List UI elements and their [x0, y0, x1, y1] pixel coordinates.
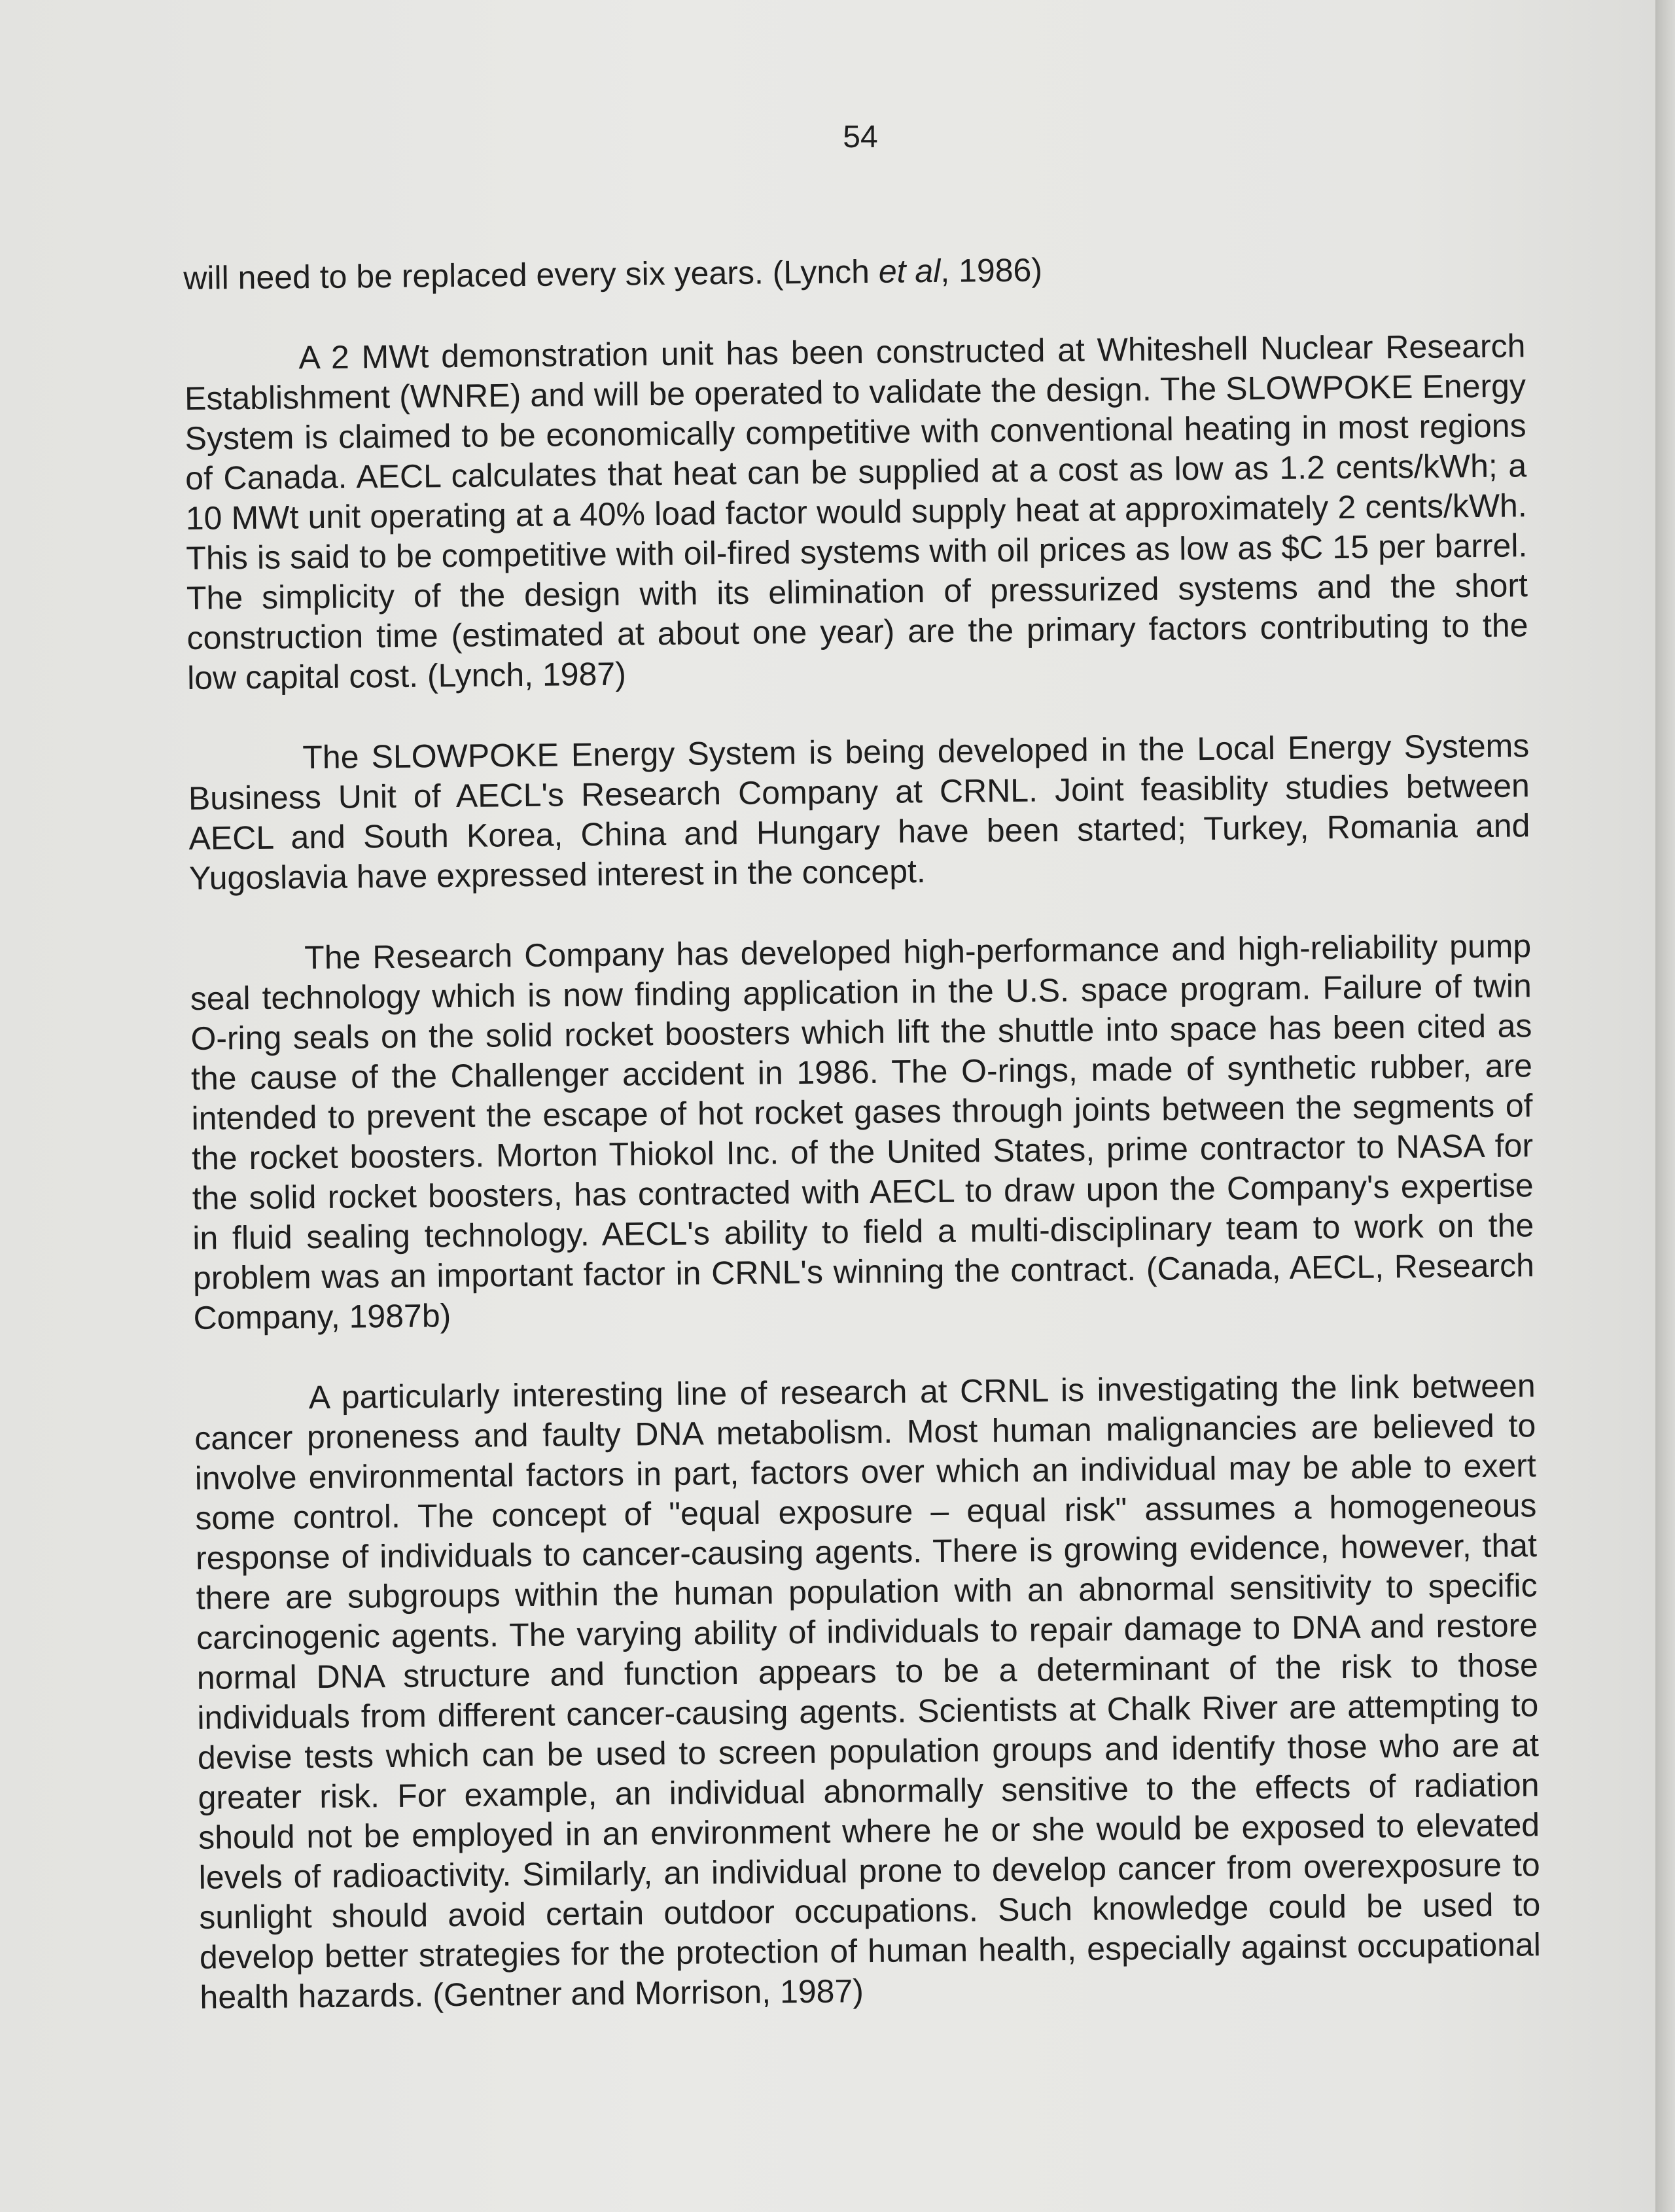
- paragraph-cancer-research: A particularly interesting line of research at CRNL is investigating the link between cancer proneness and faulty DNA metabolism. Most human malignancies are believed to involve environmental factors in part, factors over which an individual may be able to exert some control. The concept of "equal exposure – equal risk" assumes a homogeneous response of individuals to cancer-causing agents. There is growing evidence, however, that there are subgroups within the human population with an abnormal sensitivity to specific carcinogenic agents. The varying ability of individuals to repair damage to DNA and restore normal DNA structure and function appears to be a determinant of the risk to those individuals from different cancer-causing agents. Scientists at Chalk River are attempting to devise tests which can be used to screen population groups and identify those who are at greater risk. For example, an individual abnormally sensitive to the effects of radiation should not be employed in an environment where he or she would be exposed to elevated levels of radioactivity. Similarly, an individual prone to develop cancer from overexposure to sunlight should avoid certain outdoor occupations. Such knowledge could be used to develop better strategies for the protection of human health, especially against occupational health hazards. (Gentner and Morrison, 1987): [194, 1367, 1542, 2016]
- page-edge-shadow: [1655, 0, 1675, 2212]
- paragraph-demonstration-unit: A 2 MWt demonstration unit has been constructed at Whiteshell Nuclear Research Establishment (WNRE) and will be operated to validate the design. The SLOWPOKE Energy System is claimed to be economically competitive with conventional heating in most regions of Canada. AECL calculates that heat can be supplied at a cost as low as 1.2 cents/kWh; a 10 MWt unit operating at a 40% load factor would supply heat at approximately 2 cents/kWh. This is said to be competitive with oil-fired systems with oil prices as low as $C 15 per barrel. The simplicity of the design with its elimination of pressurized systems and the short construction time (estimated at about one year) are the primary factors contributing to the low capital cost. (Lynch, 1987): [184, 327, 1528, 696]
- paragraph-pump-seal-technology: The Research Company has developed high-performance and high-reliability pump seal technology which is now finding application in the U.S. space program. Failure of twin O-ring seals on the solid rocket boosters which lift the shuttle into space has been cited as the cause of the Challenger accident in 1986. The O-rings, made of synthetic rubber, are intended to prevent the escape of hot rocket gases through joints between the segments of the rocket boosters. Morton Thiokol Inc. of the United States, prime contractor to NASA for the solid rocket boosters, has contracted with AECL to draw upon the Company's expertise in fluid sealing technology. AECL's ability to field a multi-disciplinary team to work on the problem was an important factor in CRNL's winning the contract. (Canada, AECL, Research Company, 1987b): [190, 927, 1535, 1336]
- paragraph-continuation-text: will need to be replaced every six years. (Lynch: [183, 253, 879, 296]
- page-number: 54: [843, 120, 878, 154]
- body-text: [183, 245, 1542, 2018]
- citation-et-al: et al: [878, 252, 941, 290]
- paragraph-continuation: [183, 245, 1525, 298]
- paragraph-continuation-citation: , 1986): [940, 251, 1043, 289]
- paragraph-slowpoke-development: The SLOWPOKE Energy System is being developed in the Local Energy Systems Business Unit of AECL's Research Company at CRNL. Joint feasiblity studies between AECL and South Korea, China and Hungary have been started; Turkey, Romania and Yugoslavia have expressed interest in the concept.: [188, 727, 1530, 897]
